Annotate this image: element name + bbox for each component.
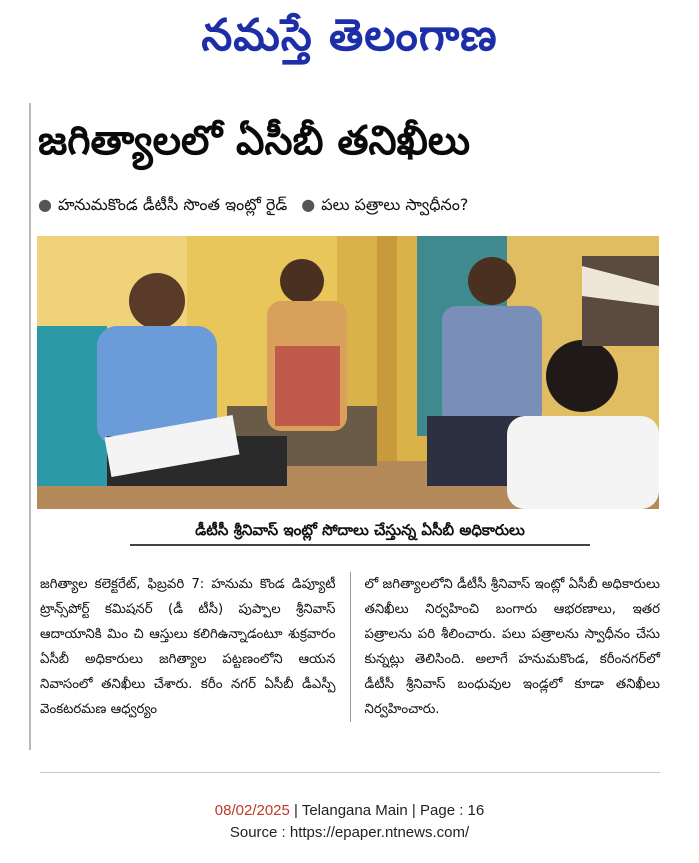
photo-illustration bbox=[37, 236, 659, 509]
footer-separator: | bbox=[294, 802, 302, 819]
article-column-left bbox=[40, 572, 350, 722]
article-text-left: జగిత్యాల కలెక్టరేట్, ఫిబ్రవరి 7: హనుమ కొండ డిప్యూటీ ట్రాన్స్‌పోర్ట్ కమిషనర్ (డీ టీసీ) పుప్పాల శ్రీనివాస్ ఆదాయానికి మిం చి ఆస్తులు కలిగిఉన్నాడంటూ శుక్రవారం ఏసీబీ అధికారులు జగిత్యాల పట్టణంలోని ఆయన నివాసంలో తనిఖీలు చేశారు. కరీం నగర్ ఏసీబీ డీఎస్పీ వెంకటరమణ ఆధ్వర్యం bbox=[40, 577, 336, 717]
page-footer bbox=[0, 800, 699, 844]
footer-separator: | bbox=[411, 802, 420, 819]
article-body bbox=[40, 572, 660, 722]
footer-line-1 bbox=[0, 800, 699, 822]
article-text-right: లో జగిత్యాలలోని డీటీసీ శ్రీనివాస్ ఇంట్లో ఏసీబీ అధికారులు తనిఖీలు నిర్వహించి బంగారు ఆభరణాలు, ఇతర పత్రాలను పరి శీలించారు. పలు పత్రాలను స్వాధీనం చేసు కున్నట్లు తెలిసింది. అలాగే హనుమకొండ, కరీంనగర్‌లో డీటీసీ శ్రీనివాస్ బంధువుల ఇండ్లలో కూడా తనిఖీలు నిర్వహించారు. bbox=[364, 577, 660, 717]
footer-date: 08/02/2025 bbox=[214, 802, 290, 819]
column-divider-line bbox=[29, 103, 31, 750]
newspaper-masthead: నమస్తే తెలంగాణ bbox=[201, 10, 498, 61]
subheadline-2 bbox=[301, 192, 468, 218]
footer-edition: Telangana Main bbox=[301, 802, 408, 819]
article-photo bbox=[37, 236, 659, 509]
photo-caption: డీటీసీ శ్రీనివాస్ ఇంట్లో సోదాలు చేస్తున్న ఏసీబీ అధికారులు bbox=[130, 518, 590, 546]
footer-page: Page : 16 bbox=[420, 802, 485, 819]
article-column-right bbox=[350, 572, 661, 722]
subheadline-1-text: హనుమకొండ డీటీసీ సొంత ఇంట్లో రైడ్ bbox=[57, 195, 288, 214]
article-bottom-rule bbox=[40, 772, 660, 773]
subheadline-2-text: పలు పత్రాలు స్వాధీనం? bbox=[321, 195, 469, 214]
bullet-icon: ● bbox=[38, 195, 52, 214]
bullet-icon: ● bbox=[301, 195, 316, 214]
footer-source: Source : https://epaper.ntnews.com/ bbox=[229, 824, 470, 841]
subheadline-1 bbox=[38, 192, 287, 218]
subheadline-row bbox=[38, 192, 668, 218]
article-headline: జగిత్యాలలో ఏసీబీ తనిఖీలు bbox=[38, 118, 471, 164]
